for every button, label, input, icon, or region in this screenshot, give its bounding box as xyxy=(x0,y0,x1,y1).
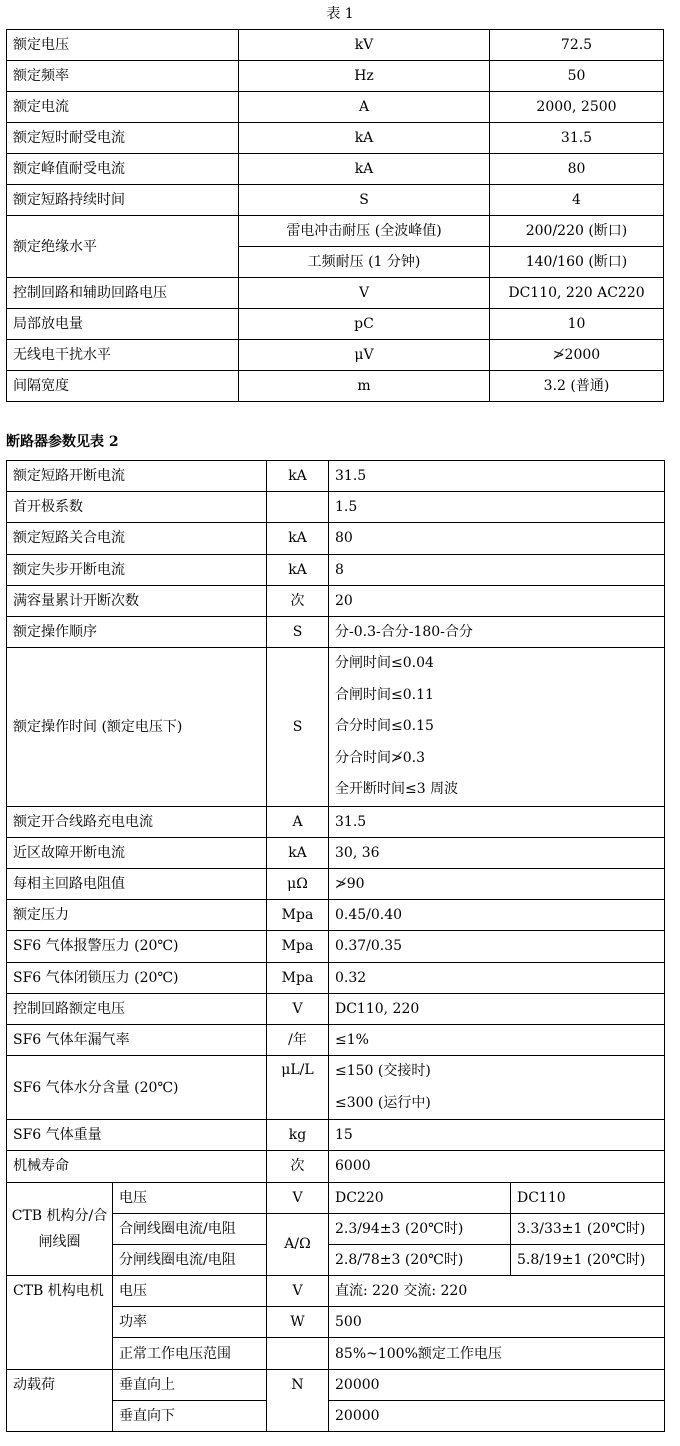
param-value: 72.5 xyxy=(490,30,664,61)
param-name: 额定操作顺序 xyxy=(7,616,267,647)
coil-voltage-dc110: DC110 xyxy=(511,1182,665,1213)
coil-voltage-label: 电压 xyxy=(113,1182,267,1213)
close-coil-dc110: 3.3/33±1 (20℃时) xyxy=(511,1213,665,1244)
table-row xyxy=(7,340,664,371)
table-row xyxy=(7,616,665,647)
load-group-label: 动载荷 xyxy=(7,1369,113,1431)
table-row xyxy=(7,1276,665,1307)
param-value: 0.32 xyxy=(329,962,665,993)
coil-voltage-unit: V xyxy=(267,1182,329,1213)
param-name: 额定电压 xyxy=(7,30,239,61)
load-down-value: 20000 xyxy=(329,1400,665,1431)
param-value: 50 xyxy=(490,61,664,92)
table-row xyxy=(7,523,665,554)
coil-voltage-dc220: DC220 xyxy=(329,1182,511,1213)
open-coil-label: 分闸线圈电流/电阻 xyxy=(113,1244,267,1275)
param-unit: kg xyxy=(267,1120,329,1151)
param-unit: A xyxy=(267,806,329,837)
param-unit: μΩ xyxy=(267,869,329,900)
table-row xyxy=(7,1151,665,1182)
motor-voltage-label: 电压 xyxy=(113,1276,267,1307)
table-row xyxy=(7,648,665,807)
param-name: 额定压力 xyxy=(7,900,267,931)
table1 xyxy=(6,29,664,402)
param-name: 额定短路持续时间 xyxy=(7,185,239,216)
param-name: 机械寿命 xyxy=(7,1151,267,1182)
param-unit: kA xyxy=(239,154,490,185)
table-row xyxy=(7,900,665,931)
motor-group xyxy=(7,1276,665,1370)
motor-voltage-value: 直流: 220 交流: 220 xyxy=(329,1276,665,1307)
param-value: 80 xyxy=(329,523,665,554)
param-value: 31.5 xyxy=(490,123,664,154)
open-coil-dc220: 2.8/78±3 (20℃时) xyxy=(329,1244,511,1275)
param-unit: kA xyxy=(267,461,329,492)
table-row xyxy=(7,1182,665,1213)
op-time-unit: S xyxy=(267,648,329,807)
close-coil-dc220: 2.3/94±3 (20℃时) xyxy=(329,1213,511,1244)
param-unit: μV xyxy=(239,340,490,371)
param-name: 满容量累计开断次数 xyxy=(7,585,267,616)
moisture-line: ≤300 (运行中) xyxy=(335,1094,431,1111)
param-name: 近区故障开断电流 xyxy=(7,837,267,868)
motor-group-label: CTB 机构电机 xyxy=(7,1276,113,1370)
param-value: DC110, 220 xyxy=(329,993,665,1024)
param-value: 20 xyxy=(329,585,665,616)
table-row xyxy=(7,492,665,523)
lightning-label: 雷电冲击耐压 (全波峰值) xyxy=(239,216,490,247)
param-value: 2000, 2500 xyxy=(490,92,664,123)
insulation-label: 额定绝缘水平 xyxy=(7,216,239,278)
load-up-label: 垂直向上 xyxy=(113,1369,267,1400)
param-unit: V xyxy=(267,993,329,1024)
param-value: 0.45/0.40 xyxy=(329,900,665,931)
table1-caption: 表 1 xyxy=(326,6,354,22)
param-value: 分-0.3-合分-180-合分 xyxy=(329,616,665,647)
table-row xyxy=(7,461,665,492)
param-value: 6000 xyxy=(329,1151,665,1182)
load-group xyxy=(7,1369,665,1431)
table-row xyxy=(7,1024,665,1055)
param-name: 控制回路额定电压 xyxy=(7,993,267,1024)
table-row xyxy=(7,837,665,868)
motor-power-unit: W xyxy=(267,1307,329,1338)
param-unit: Mpa xyxy=(267,962,329,993)
table-row xyxy=(7,185,664,216)
op-time-line: 合分时间≤0.15 xyxy=(335,718,434,735)
op-time-line: 分合时间≯0.3 xyxy=(335,749,425,766)
param-name: 额定开合线路充电电流 xyxy=(7,806,267,837)
param-unit: Hz xyxy=(239,61,490,92)
param-name: 无线电干扰水平 xyxy=(7,340,239,371)
param-unit xyxy=(267,492,329,523)
param-name: SF6 气体报警压力 (20℃) xyxy=(7,931,267,962)
param-unit: kA xyxy=(267,523,329,554)
motor-range-value: 85%~100%额定工作电压 xyxy=(329,1338,665,1369)
param-unit: S xyxy=(267,616,329,647)
table-row xyxy=(7,1056,665,1120)
param-unit: 次 xyxy=(267,1151,329,1182)
table-row xyxy=(7,123,664,154)
table-row xyxy=(7,154,664,185)
param-name: 额定短路开断电流 xyxy=(7,461,267,492)
param-name: 额定失步开断电流 xyxy=(7,554,267,585)
param-name: 首开极系数 xyxy=(7,492,267,523)
param-value: 31.5 xyxy=(329,806,665,837)
param-unit: kA xyxy=(267,837,329,868)
param-name: 额定短时耐受电流 xyxy=(7,123,239,154)
param-unit: S xyxy=(239,185,490,216)
lightning-value: 200/220 (断口) xyxy=(490,216,664,247)
power-freq-value: 140/160 (断口) xyxy=(490,247,664,278)
table-row xyxy=(7,806,665,837)
param-unit: kA xyxy=(267,554,329,585)
table-row xyxy=(7,993,665,1024)
param-unit: m xyxy=(239,371,490,402)
param-unit: A xyxy=(239,92,490,123)
param-name: 额定电流 xyxy=(7,92,239,123)
param-unit: Mpa xyxy=(267,931,329,962)
table-row xyxy=(7,92,664,123)
coil-unit: A/Ω xyxy=(267,1213,329,1275)
motor-power-value: 500 xyxy=(329,1307,665,1338)
param-unit: 次 xyxy=(267,585,329,616)
moisture-unit: μL/L xyxy=(267,1056,329,1120)
op-time-line: 分闸时间≤0.04 xyxy=(335,655,434,672)
table-row xyxy=(7,962,665,993)
param-unit: kA xyxy=(239,123,490,154)
param-name: SF6 气体年漏气率 xyxy=(7,1024,267,1055)
param-name: 间隔宽度 xyxy=(7,371,239,402)
motor-voltage-unit: V xyxy=(267,1276,329,1307)
table-row xyxy=(7,931,665,962)
param-name: SF6 气体闭锁压力 (20℃) xyxy=(7,962,267,993)
motor-range-unit xyxy=(267,1338,329,1369)
moisture-group xyxy=(7,1056,665,1120)
close-coil-label: 合闸线圈电流/电阻 xyxy=(113,1213,267,1244)
param-name: 额定峰值耐受电流 xyxy=(7,154,239,185)
table-row xyxy=(7,1369,665,1400)
param-unit: kV xyxy=(239,30,490,61)
param-value: ≯90 xyxy=(329,869,665,900)
op-time-values xyxy=(329,648,665,807)
param-value: 31.5 xyxy=(329,461,665,492)
op-time-label: 额定操作时间 (额定电压下) xyxy=(7,648,267,807)
coil-group xyxy=(7,1182,665,1276)
param-value: ≤1% xyxy=(329,1024,665,1055)
moisture-line: ≤150 (交接时) xyxy=(335,1063,431,1080)
param-value: 0.37/0.35 xyxy=(329,931,665,962)
param-name: 每相主回路电阻值 xyxy=(7,869,267,900)
motor-range-label: 正常工作电压范围 xyxy=(113,1338,267,1369)
param-value: 8 xyxy=(329,554,665,585)
param-name: 局部放电量 xyxy=(7,309,239,340)
param-value: ≯2000 xyxy=(490,340,664,371)
table2-heading: 断路器参数见表 2 xyxy=(6,434,119,450)
param-name: 额定短路关合电流 xyxy=(7,523,267,554)
table-row xyxy=(7,278,664,309)
open-coil-dc110: 5.8/19±1 (20℃时) xyxy=(511,1244,665,1275)
param-unit: Mpa xyxy=(267,900,329,931)
coil-group-label: CTB 机构分/合闸线圈 xyxy=(7,1182,113,1276)
insulation-group xyxy=(7,216,664,278)
power-freq-label: 工频耐压 (1 分钟) xyxy=(239,247,490,278)
table-row xyxy=(7,1120,665,1151)
motor-power-label: 功率 xyxy=(113,1307,267,1338)
param-value: 1.5 xyxy=(329,492,665,523)
table-row xyxy=(7,309,664,340)
op-time-line: 全开断时间≤3 周波 xyxy=(335,781,459,798)
load-up-value: 20000 xyxy=(329,1369,665,1400)
table-row xyxy=(7,869,665,900)
table-row xyxy=(7,61,664,92)
moisture-label: SF6 气体水分含量 (20℃) xyxy=(7,1056,267,1120)
table-row xyxy=(7,371,664,402)
moisture-values xyxy=(329,1056,665,1120)
param-value: 3.2 (普通) xyxy=(490,371,664,402)
param-name: 额定频率 xyxy=(7,61,239,92)
param-value: DC110, 220 AC220 xyxy=(490,278,664,309)
table-row xyxy=(7,554,665,585)
table2 xyxy=(6,460,665,1432)
param-value: 30, 36 xyxy=(329,837,665,868)
param-value: 4 xyxy=(490,185,664,216)
param-value: 80 xyxy=(490,154,664,185)
table-row xyxy=(7,585,665,616)
param-value: 10 xyxy=(490,309,664,340)
param-unit: /年 xyxy=(267,1024,329,1055)
load-down-label: 垂直向下 xyxy=(113,1400,267,1431)
param-value: 15 xyxy=(329,1120,665,1151)
table-row xyxy=(7,30,664,61)
load-unit: N xyxy=(267,1369,329,1431)
param-unit: V xyxy=(239,278,490,309)
param-unit: pC xyxy=(239,309,490,340)
table-row xyxy=(7,216,664,247)
param-name: SF6 气体重量 xyxy=(7,1120,267,1151)
op-time-group xyxy=(7,648,665,807)
op-time-line: 合闸时间≤0.11 xyxy=(335,686,434,703)
param-name: 控制回路和辅助回路电压 xyxy=(7,278,239,309)
